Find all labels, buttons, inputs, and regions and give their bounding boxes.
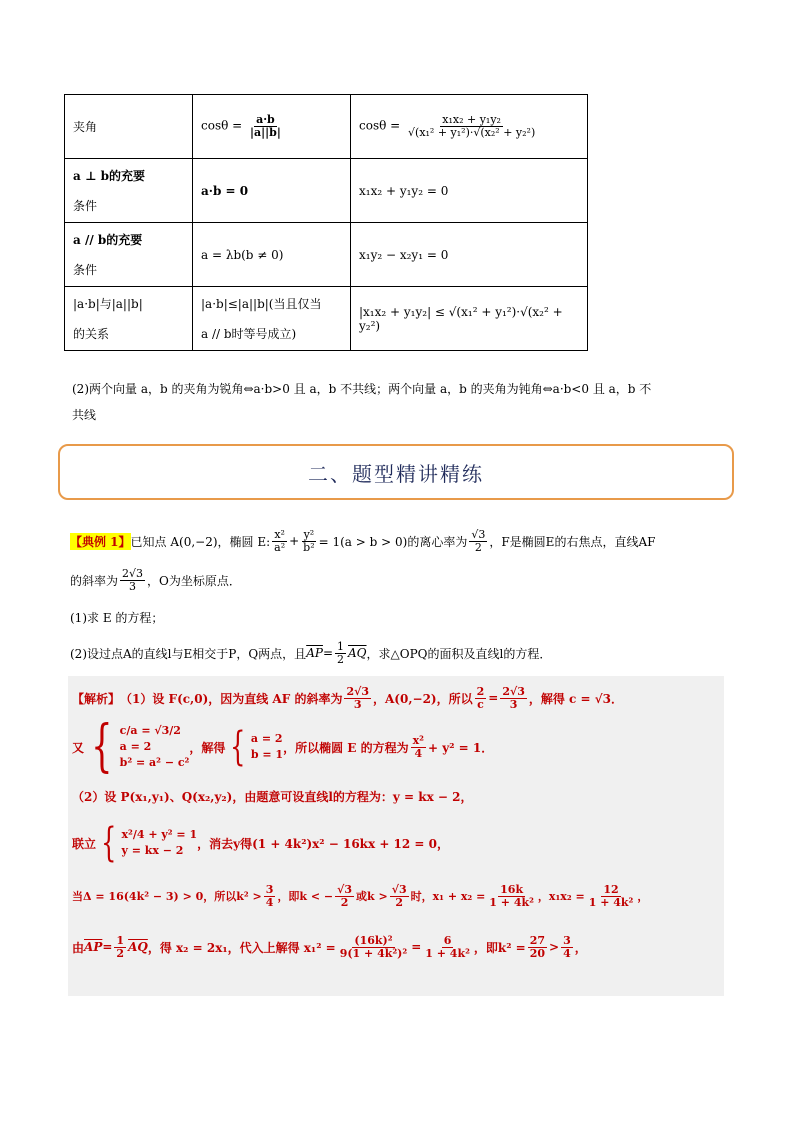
fraction bbox=[335, 641, 346, 665]
solution-text: ，所以椭圆 E 的方程为 bbox=[283, 740, 409, 755]
fraction-num: a·b bbox=[256, 113, 275, 127]
cell-text: a // b的充要 bbox=[73, 232, 143, 247]
fraction-den: 1 + 4k² bbox=[425, 946, 470, 960]
problem-line bbox=[70, 560, 730, 600]
fraction-den: 20 bbox=[529, 946, 546, 960]
problem-text: (2)设过点A的直线l与E相交于P，Q两点，且 bbox=[70, 646, 307, 661]
fraction-num: 3 bbox=[563, 933, 571, 947]
fraction-num: 2√3 bbox=[502, 684, 525, 698]
problem-text: ，F是椭圆E的右焦点，直线AF bbox=[489, 534, 656, 549]
fraction bbox=[264, 884, 276, 908]
fraction-den: 3 bbox=[129, 579, 137, 593]
problem-text: ，求△OPQ的面积及直线l的方程． bbox=[366, 646, 552, 661]
fraction-num: 27 bbox=[529, 933, 546, 947]
table-cell bbox=[351, 95, 588, 159]
fraction bbox=[120, 568, 145, 592]
fraction-den: |a||b| bbox=[250, 126, 281, 139]
fraction bbox=[248, 114, 283, 138]
cell-text: 条件 bbox=[73, 198, 98, 213]
section-banner bbox=[58, 444, 734, 500]
question-1: (1)求 E 的方程； bbox=[70, 610, 164, 625]
fraction-num: (16k)² bbox=[354, 933, 393, 947]
fraction bbox=[411, 735, 426, 759]
solution-text: ， bbox=[637, 890, 649, 903]
cell-text: a·b = 0 bbox=[201, 183, 249, 198]
note-paragraph bbox=[72, 376, 732, 428]
table-cell bbox=[351, 223, 588, 287]
solution-text: 由 bbox=[72, 940, 85, 955]
fraction-num: 16k bbox=[500, 882, 524, 896]
table-cell bbox=[193, 159, 351, 223]
analysis-tag: 【解析】 bbox=[72, 691, 121, 706]
table-cell bbox=[193, 223, 351, 287]
solution-text: 或k > bbox=[356, 890, 388, 903]
solution-block bbox=[68, 676, 724, 996]
note-line: 共线 bbox=[72, 408, 97, 422]
vector-aq: $\overline{AQ}$ bbox=[128, 940, 148, 954]
fraction bbox=[475, 686, 487, 710]
table-cell bbox=[351, 287, 588, 351]
cell-text: |a·b|≤|a||b|(当且仅当 bbox=[201, 296, 322, 311]
fraction bbox=[301, 529, 316, 553]
cell-text: |x₁x₂ + y₁y₂| ≤ √(x₁² + y₁²)·√(x₂² + y₂²) bbox=[359, 304, 563, 333]
table-cell bbox=[65, 287, 193, 351]
vector-ap: $\overline{AP}$ bbox=[306, 646, 323, 660]
fraction-num: 6 bbox=[443, 933, 452, 947]
solution-text: 又 bbox=[72, 740, 85, 755]
banner-title: 二、题型精讲精练 bbox=[308, 461, 484, 486]
fraction-den: 4 bbox=[414, 746, 423, 760]
example-tag: 【典例 1】 bbox=[70, 534, 131, 549]
cell-text: cosθ = bbox=[359, 119, 405, 133]
solution-text: （1）设 F(c,0)，因为直线 AF 的斜率为 bbox=[120, 691, 343, 706]
table-row bbox=[65, 287, 588, 351]
example-problem bbox=[70, 524, 730, 672]
problem-line bbox=[70, 524, 730, 558]
system-row: b² = a² − c² bbox=[119, 756, 190, 769]
fraction-den: c bbox=[477, 697, 484, 711]
table-cell bbox=[65, 223, 193, 287]
table-row bbox=[65, 95, 588, 159]
solution-line bbox=[72, 872, 720, 920]
solution-text: ，得 x₂ = 2x₁，代入上解得 x₁² = bbox=[147, 940, 336, 955]
fraction-num: x² bbox=[412, 733, 424, 747]
problem-text: + bbox=[289, 534, 300, 548]
fraction-den: 1 + 4k² bbox=[588, 895, 634, 909]
solution-content bbox=[72, 680, 720, 974]
problem-text: = bbox=[322, 646, 333, 660]
solution-line bbox=[72, 716, 720, 778]
fraction-den: 2 bbox=[474, 540, 482, 554]
cell-text: 的关系 bbox=[73, 326, 110, 341]
vector-table bbox=[64, 94, 588, 351]
table-row bbox=[65, 159, 588, 223]
solution-text: ，x₁x₂ = bbox=[537, 890, 585, 903]
system-row: b = 1 bbox=[250, 748, 284, 761]
solution-text: ，消去y得(1 + 4k²)x² − 16kx + 12 = 0， bbox=[197, 836, 450, 851]
fraction-num: 2 bbox=[476, 684, 485, 698]
system-row: x²/4 + y² = 1 bbox=[121, 828, 198, 841]
table-cell bbox=[351, 159, 588, 223]
fraction-num: 3 bbox=[265, 882, 274, 896]
fraction-den: 2 bbox=[395, 895, 403, 909]
solution-text: 时，x₁ + x₂ = bbox=[410, 890, 486, 903]
fraction-num: √3 bbox=[471, 527, 486, 541]
fraction bbox=[338, 935, 410, 959]
problem-text: 已知点 A(0,−2)，椭圆 E: bbox=[130, 534, 271, 549]
fraction-den: √(x₁² + y₁²)·√(x₂² + y₂²) bbox=[408, 126, 536, 139]
fraction bbox=[587, 884, 636, 908]
solution-text: ， bbox=[574, 940, 587, 955]
cell-text: 条件 bbox=[73, 262, 98, 277]
fraction-num: y² bbox=[303, 527, 315, 541]
fraction-num: √3 bbox=[337, 882, 353, 896]
fraction-den: 3 bbox=[353, 697, 362, 711]
table-cell bbox=[65, 95, 193, 159]
table-row bbox=[65, 223, 588, 287]
solution-line bbox=[72, 814, 720, 872]
vector-aq: $\overline{AQ}$ bbox=[348, 646, 367, 660]
fraction bbox=[344, 686, 371, 710]
solution-text: ，解得 c = √3． bbox=[528, 691, 624, 706]
system-row: y = kx − 2 bbox=[121, 844, 184, 857]
solution-line bbox=[72, 920, 720, 974]
solution-line bbox=[72, 680, 720, 716]
fraction bbox=[114, 935, 126, 959]
table-cell bbox=[65, 159, 193, 223]
fraction-num: 1 bbox=[337, 639, 344, 653]
solution-text: ，即k < − bbox=[277, 890, 334, 903]
system-row: a = 2 bbox=[250, 732, 283, 745]
problem-text: = 1(a > b > 0)的离心率为 bbox=[318, 534, 468, 549]
fraction-den: 2 bbox=[337, 652, 344, 666]
fraction-num: x₁x₂ + y₁y₂ bbox=[442, 113, 501, 127]
solution-line: （2）设 P(x₁,y₁)、Q(x₂,y₂)，由题意可设直线l的方程为：y = kx − 2， bbox=[72, 789, 473, 804]
cell-text: x₁y₂ − x₂y₁ = 0 bbox=[359, 247, 449, 262]
equation-system: { x²/4 + y² = 1 y = kx − 2 bbox=[101, 820, 198, 866]
fraction-den: 1 + 4k² bbox=[489, 895, 534, 909]
solution-text: ，即k² = bbox=[473, 940, 526, 955]
cell-text: a ⊥ b的充要 bbox=[73, 168, 146, 183]
solution-text: > bbox=[549, 940, 560, 954]
fraction-num: 2√3 bbox=[122, 566, 144, 580]
fraction bbox=[272, 529, 287, 553]
fraction bbox=[528, 935, 547, 959]
fraction-num: 2√3 bbox=[346, 684, 369, 698]
fraction bbox=[469, 529, 487, 553]
fraction-den: 4 bbox=[563, 946, 571, 960]
problem-text: 的斜率为 bbox=[70, 573, 119, 588]
fraction-den: 2 bbox=[116, 946, 125, 960]
fraction bbox=[561, 935, 573, 959]
fraction bbox=[500, 686, 527, 710]
cell-text: a = λb(b ≠ 0) bbox=[201, 247, 284, 262]
fraction-num: √3 bbox=[391, 882, 407, 896]
fraction bbox=[406, 114, 537, 138]
fraction-num: 1 bbox=[116, 933, 125, 947]
solution-text: ，解得 bbox=[189, 740, 226, 755]
fraction bbox=[335, 884, 354, 908]
solution-text: = bbox=[411, 940, 422, 954]
fraction bbox=[390, 884, 409, 908]
fraction bbox=[423, 935, 472, 959]
solution-text: = bbox=[102, 940, 113, 954]
problem-text: ，O为坐标原点． bbox=[147, 573, 241, 588]
cell-text: cosθ = bbox=[201, 119, 247, 133]
solution-text: + y² = 1． bbox=[428, 740, 494, 755]
solution-text: 当Δ = 16(4k² − 3) > 0，所以k² > bbox=[72, 890, 262, 903]
fraction-den: 3 bbox=[509, 697, 518, 711]
system-row: c/a = √3/2 bbox=[119, 724, 181, 737]
table-cell bbox=[193, 95, 351, 159]
solution-text: = bbox=[488, 691, 499, 705]
cell-text: x₁x₂ + y₁y₂ = 0 bbox=[359, 183, 449, 198]
fraction-den: 9(1 + 4k²)² bbox=[339, 946, 408, 960]
solution-text: ，A(0,−2)，所以 bbox=[373, 691, 473, 706]
equation-system: { a = 2 b = 1 bbox=[230, 724, 284, 770]
fraction-den: a² bbox=[274, 540, 286, 554]
table-cell bbox=[193, 287, 351, 351]
question-2 bbox=[70, 634, 730, 672]
fraction-den: b² bbox=[303, 540, 315, 554]
solution-text: 联立 bbox=[72, 836, 97, 851]
equation-system: { c/a = √3/2 a = 2 b² = a² − c² bbox=[91, 714, 190, 779]
fraction-num: 12 bbox=[603, 882, 619, 896]
vector-ap: $\overline{AP}$ bbox=[84, 940, 103, 954]
note-line: (2)两个向量 a，b 的夹角为锐角⇔a·b>0 且 a，b 不共线；两个向量 a，b 的夹角为钝角⇔a·b<0 且 a，b 不 bbox=[72, 382, 652, 396]
cell-text: 夹角 bbox=[73, 120, 98, 134]
fraction-num: x² bbox=[274, 527, 285, 541]
fraction-den: 2 bbox=[340, 895, 349, 909]
fraction bbox=[487, 884, 536, 908]
cell-text: |a·b|与|a||b| bbox=[73, 296, 143, 311]
system-row: a = 2 bbox=[119, 740, 152, 753]
cell-text: a // b时等号成立) bbox=[201, 326, 297, 341]
fraction-den: 4 bbox=[265, 895, 274, 909]
